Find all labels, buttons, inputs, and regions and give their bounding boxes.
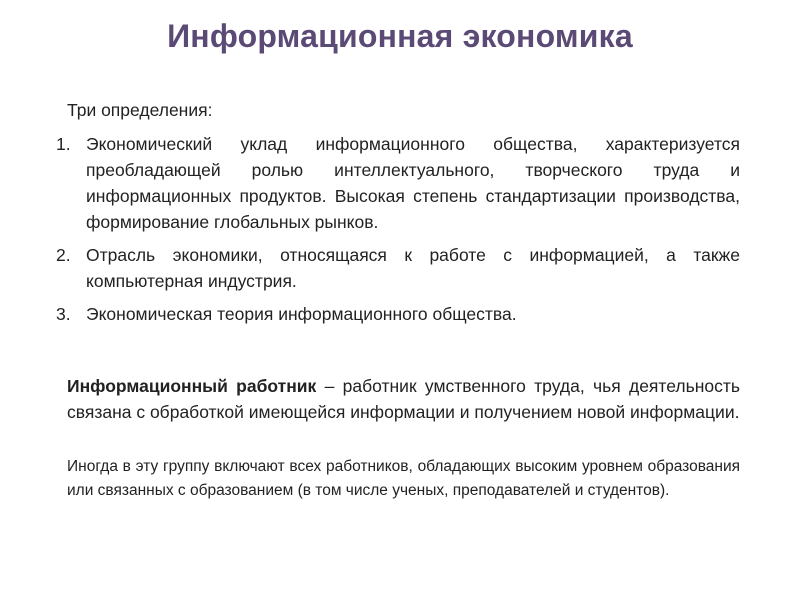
definition-text: Экономическая теория информационного общества. [86, 304, 517, 324]
worker-paragraph [67, 373, 740, 425]
definition-text: Экономический уклад информационного общества, характеризуется преобладающей ролью интеллектуального, творческого труда и информационных продуктов. Высокая степень стандартизации производства, формирование глобальных рынков. [86, 134, 740, 232]
definition-number: 3. [56, 304, 71, 324]
definitions-list [50, 131, 740, 334]
worker-term: Информационный работник [67, 376, 317, 396]
definition-text: Отрасль экономики, относящаяся к работе с информацией, а также компьютерная индустрия. [86, 245, 740, 291]
note-paragraph: Иногда в эту группу включают всех работников, обладающих высоким уровнем образования или связанных с образованием (в том числе ученых, преподавателей и студентов). [67, 458, 740, 499]
definition-number: 1. [56, 134, 71, 154]
worker-definition: – работник умственного труда, чья деятельность связана с обработкой имеющейся информации и получением новой информации. [67, 376, 740, 422]
definition-item [50, 131, 740, 235]
slide-title: Информационная экономика [167, 18, 633, 54]
definition-item [50, 301, 740, 327]
definition-number: 2. [56, 245, 71, 265]
definition-item [50, 242, 740, 294]
definitions-intro: Три определения: [67, 100, 213, 120]
